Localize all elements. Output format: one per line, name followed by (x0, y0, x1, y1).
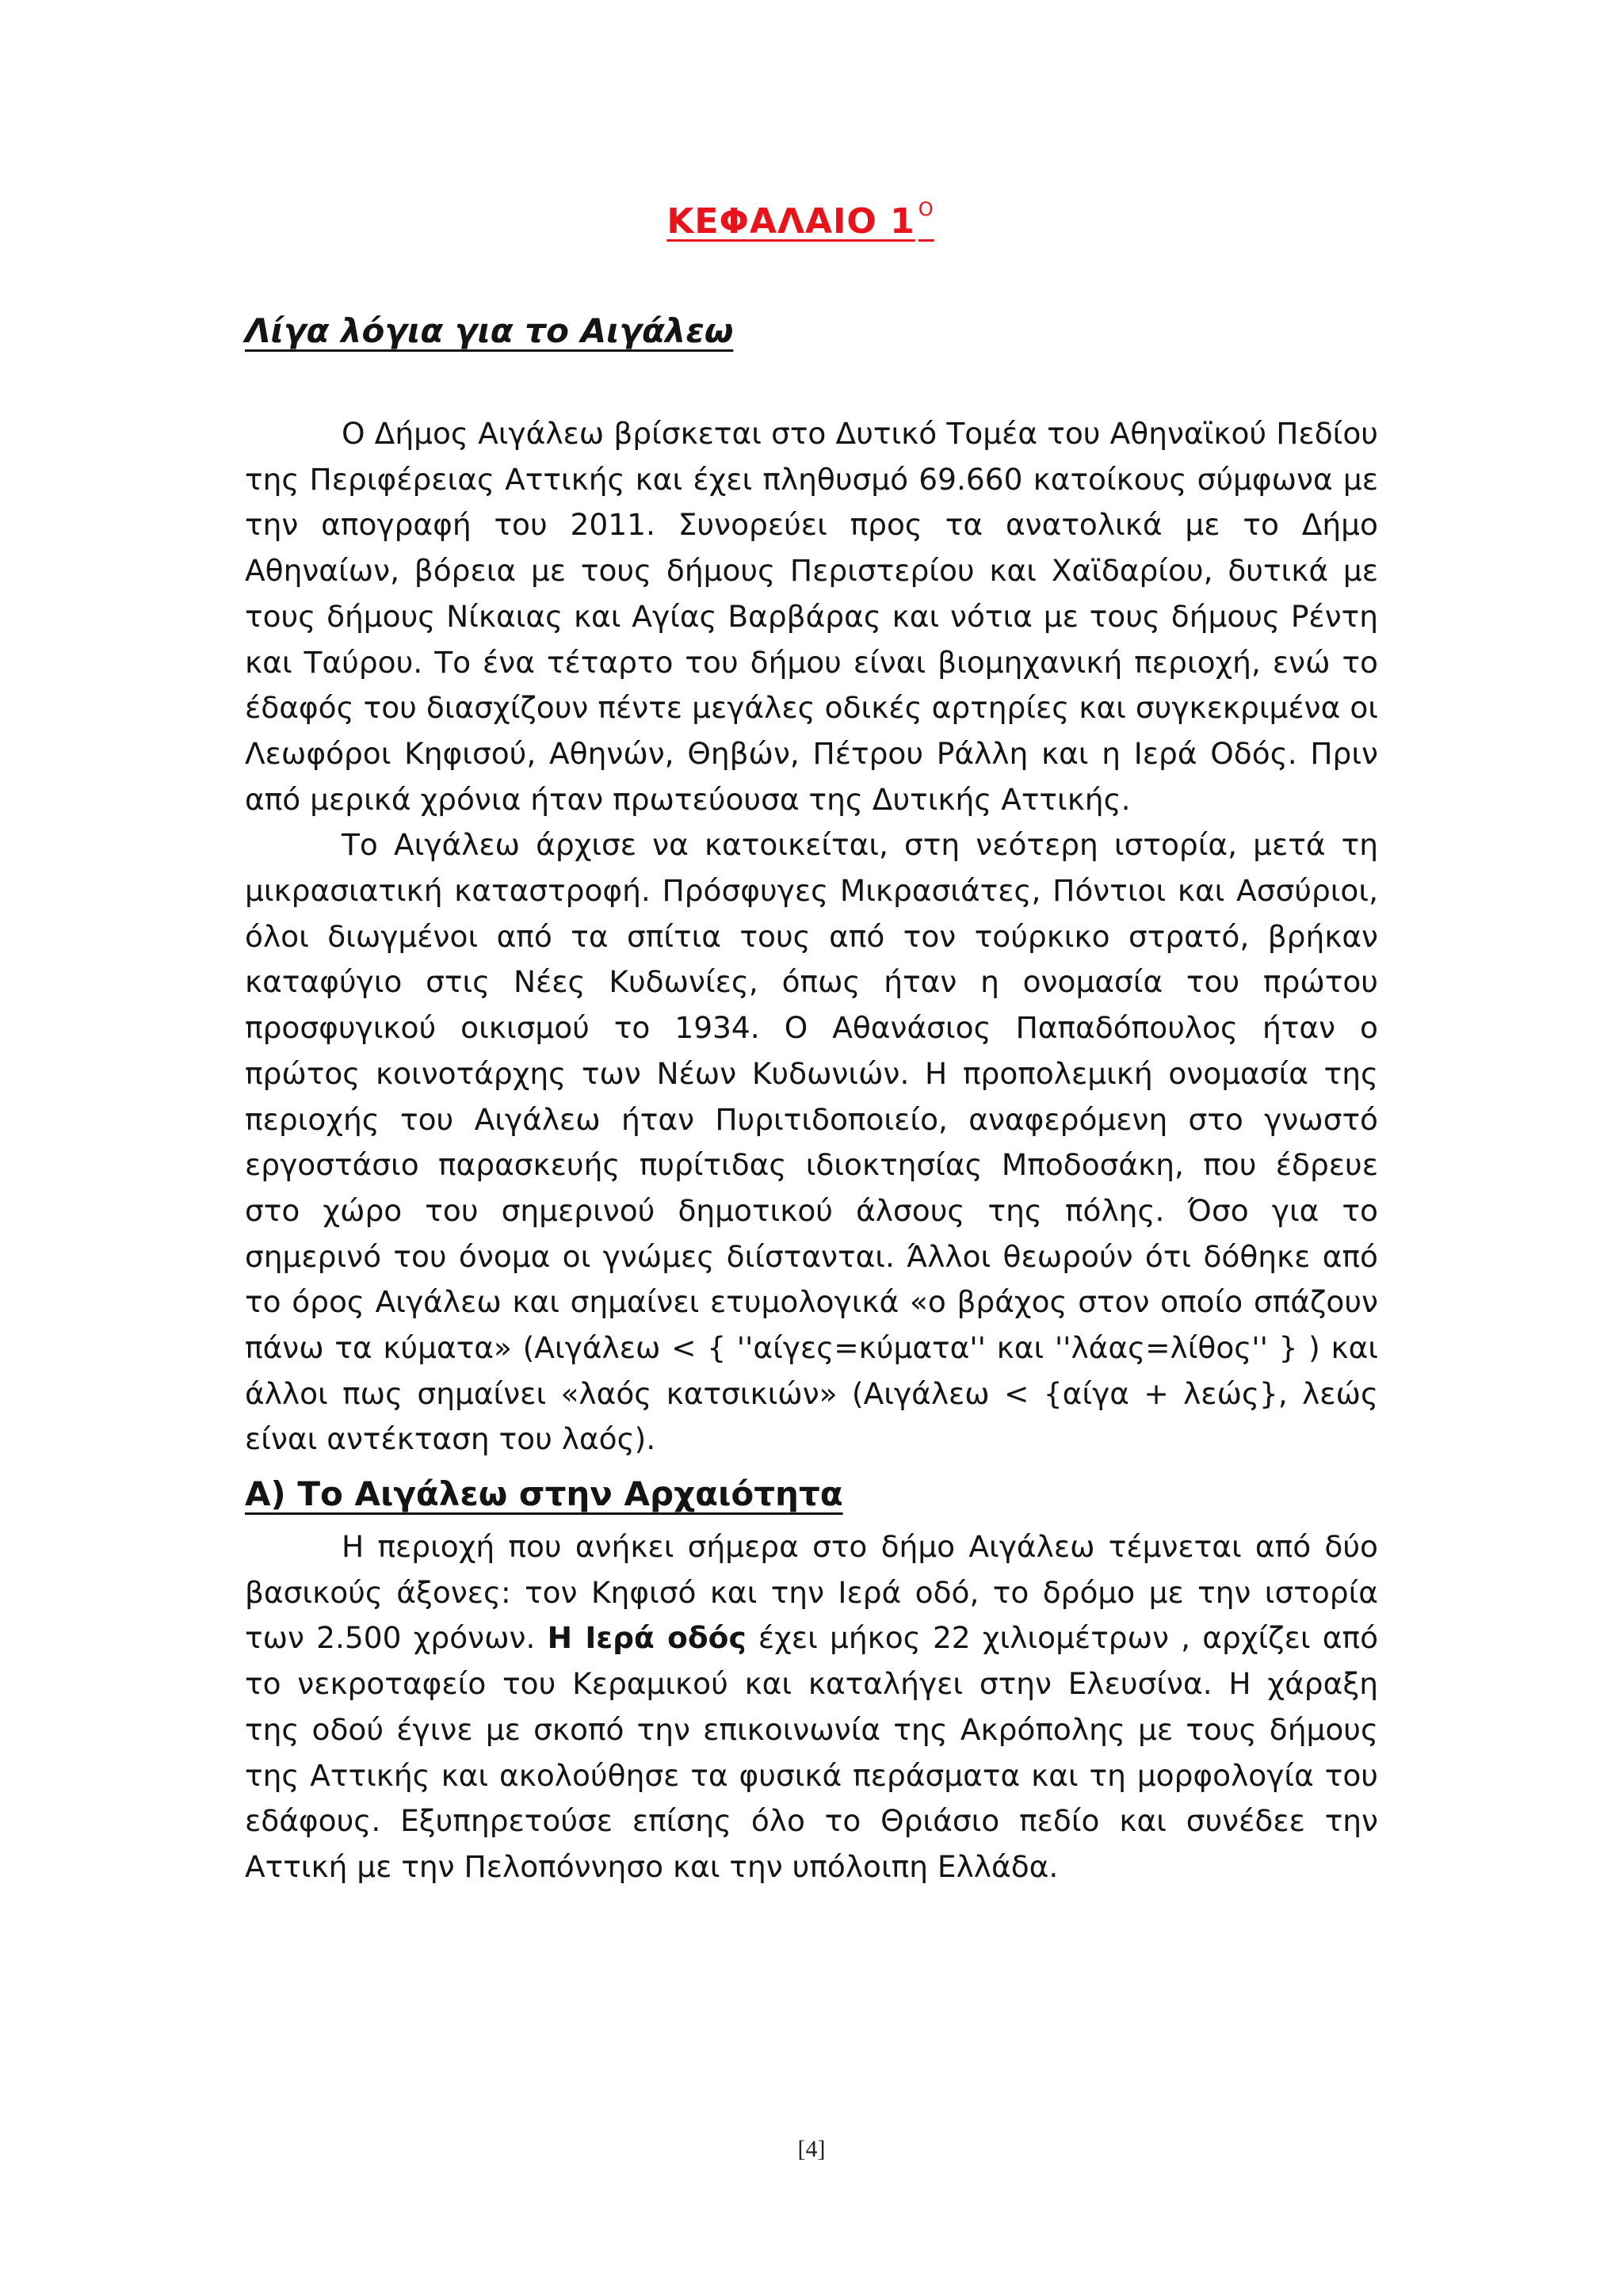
section-title-antiquity: Α) Το Αιγάλεω στην Αρχαιότητα (245, 1474, 843, 1513)
sacred-way-bold-term: Η Ιερά οδός (547, 1620, 747, 1656)
page-number: [4] (797, 2136, 826, 2162)
antiquity-paragraph (245, 1524, 1378, 1890)
antiquity-text-after: έχει μήκος 22 χιλιομέτρων , αρχίζει από το νεκροταφείο του Κεραμικού και καταλήγει στην Ελευσίνα. Η χάραξη της οδού έγινε με σκοπό την επικοινωνία της Ακρόπολης με τους δήμους της Αττικής και ακολούθησε τα φυσικά περάσματα και τη μορφολογία του εδάφους. Εξυπηρετούσε επίσης όλο το Θριάσιο πεδίο και συνέδεε την Αττική με την Πελοπόννησο και την υπόλοιπη Ελλάδα. (245, 1620, 1379, 1884)
antiquity-section-body (245, 1524, 1378, 1890)
chapter-heading (0, 198, 1623, 242)
antiquity-text-before: Η περιοχή που ανήκει σήμερα στο δήμο Αιγάλεω τέμνεται από δύο βασικούς άξονες: τον Κηφισό και την Ιερά οδό, το δρόμο με την ιστορία των 2.500 χρόνων. (245, 1529, 1378, 1656)
intro-section-body (245, 411, 1378, 1463)
chapter-title: ΚΕΦΑΛΑΙΟ 1 (666, 201, 915, 242)
intro-paragraph-2: Το Αιγάλεω άρχισε να κατοικείται, στη νεότερη ιστορία, μετά τη μικρασιατική καταστροφή. Πρόσφυγες Μικρασιάτες, Πόντιοι και Ασσύριοι, όλοι διωγμένοι από τα σπίτια τους από τον τούρκικο στρατό, βρήκαν καταφύγιο στις Νέες Κυδωνίες, όπως ήταν η ονομασία του πρώτου προσφυγικού οικισμού το 1934. Ο Αθανάσιος Παπαδόπουλος ήταν ο πρώτος κοινοτάρχης των Νέων Κυδωνιών. Η προπολεμική ονομασία της περιοχής του Αιγάλεω ήταν Πυριτιδοποιείο, αναφερόμενη στο γνωστό εργοστάσιο παρασκευής πυρίτιδας ιδιοκτησίας Μποδοσάκη, που έδρευε στο χώρο του σημερινού δημοτικού άλσους της πόλης. Όσο για το σημερινό του όνομα οι γνώμες διίστανται. Άλλοι θεωρούν ότι δόθηκε από το όρος Αιγάλεω και σημαίνει ετυμολογικά «ο βράχος στον οποίο σπάζουν πάνω τα κύματα» (Αιγάλεω < { ''αίγες=κύματα'' και ''λάας=λίθος'' } ) και άλλοι πως σημαίνει «λαός κατσικιών» (Αιγάλεω < {αίγα + λεώς}, λεώς είναι αντέκταση του λαός). (245, 827, 1378, 1457)
chapter-ordinal-superscript: Ο (918, 198, 934, 220)
section-title-intro: Λίγα λόγια για το Αιγάλεω (245, 311, 734, 350)
chapter-heading-underlined (666, 198, 956, 242)
intro-paragraph-1: Ο Δήμος Αιγάλεω βρίσκεται στο Δυτικό Τομέα του Αθηναϊκού Πεδίου της Περιφέρειας Αττικής και έχει πληθυσμό 69.660 κατοίκους σύμφωνα με την απογραφή του 2011. Συνορεύει προς τα ανατολικά με το Δήμο Αθηναίων, βόρεια με τους δήμους Περιστερίου και Χαϊδαρίου, δυτικά με τους δήμους Νίκαιας και Αγίας Βαρβάρας και νότια με τους δήμους Ρέντη και Ταύρου. Το ένα τέταρτο του δήμου είναι βιομηχανική περιοχή, ενώ το έδαφός του διασχίζουν πέντε μεγάλες οδικές αρτηρίες και συγκεκριμένα οι Λεωφόροι Κηφισού, Αθηνών, Θηβών, Πέτρου Ράλλη και η Ιερά Οδός. Πριν από μερικά χρόνια ήταν πρωτεύουσα της Δυτικής Αττικής. (245, 416, 1378, 817)
